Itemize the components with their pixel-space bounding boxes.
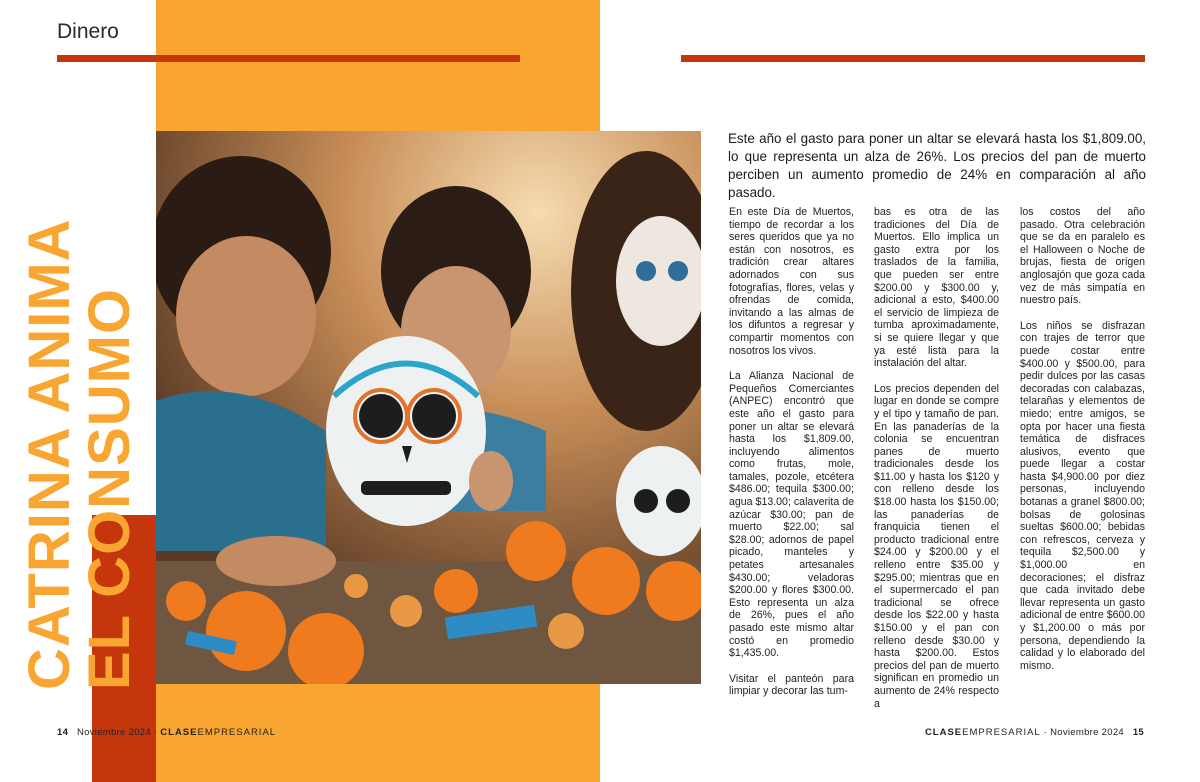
paragraph: Los niños se disfrazan con trajes de terror que puede costar entre $400.00 y $500.00, para pedir dulces por las casas decoradas con calabazas, telarañas y elementos de miedo; entre amigos, se opta por hacer una fiesta temática de disfraces alusivos, evento que puede llegar a costar hasta $4,900.00 por diez personas, incluyendo botanas a granel $800.00; bolsas de golosinas sueltas $600.00; bebidas con refrescos, cerveza y tequila $2,500.00 y $1,000.00 en decoraciones; el disfraz que cada invitado debe llevar representa un gasto adicional de entre $600.00 y $1,200.00 o más por persona, dependiendo la calidad y lo elaborado del mismo. [1020, 319, 1145, 672]
brand-name-part-2-left: EMPRESARIAL [197, 727, 277, 738]
headline-line-2: EL CONSUMO [77, 287, 142, 690]
paragraph: La Alianza Nacional de Pequeños Comerciantes (ANPEC) encontró que este año el gasto para poner un altar se elevará hasta los $1,809.00, incluyendo alimentos como frutas, mole, tamales, pozole, etcétera $486.00; tequila $300.00; agua $13.00; calaverita de azúcar $30.00; pan de muerto $22.00; sal $28.00; adornos de papel picado, manteles y petates artesanales $430.00; veladoras $200.00 y flores $300.00. Esto representa un alza de 26%, pues el año pasado este mismo altar costó en promedio $1,435.00. [729, 370, 854, 660]
article-column-1 [729, 206, 854, 711]
article-column-2 [874, 206, 999, 723]
article-column-3 [1020, 206, 1145, 685]
folio-separator-right: · [1043, 727, 1048, 738]
dia-de-muertos-photo [156, 131, 701, 684]
folio-right [925, 727, 1144, 738]
paragraph: los costos del año pasado. Otra celebración que se da en paralelo es el Halloween o Noche de brujas, fiesta de origen anglosajón que goza cada vez de más simpatía en nuestro país. [1020, 206, 1145, 307]
intro-paragraph: Este año el gasto para poner un altar se elevará hasta los $1,809.00, lo que representa un alza de 26%. Los precios del pan de muerto perciben un aumento promedio de 24% en comparación al año pasado. [728, 131, 1146, 200]
issue-date-right: Noviembre 2024 [1050, 727, 1124, 738]
section-label: Dinero [57, 20, 119, 43]
brand-name-part-1-right: CLASE [924, 727, 963, 738]
paragraph: Los precios dependen del lugar en donde se compre y el tipo y tamaño de pan. En las panaderías de la colonia se encuentran panes de muerto tradicionales desde los $11.00 y hasta los $120 y con relleno desde los $18.00 hasta los $150.00; las panaderías de franquicia tienen el producto tradicional entre $24.00 y $200.00 y el relleno entre $35.00 y $295.00; mientras que en el supermercado el pan tradicional se ofrece desde los $22.00 y hasta $150.00 y el pan con relleno desde $30.00 y hasta $200.00. Estos precios del pan de muerto significan en promedio un aumento de 24% respecto a [874, 382, 999, 710]
folio-separator-left: · [153, 727, 158, 738]
brand-name-part-1-left: CLASE [160, 727, 198, 738]
headline-line-1: CATRINA ANIMA [17, 218, 82, 690]
headline [17, 218, 142, 690]
top-rule-right [681, 55, 1145, 62]
paragraph: En este Día de Muertos, tiempo de recordar a los seres queridos que ya no están con nosotros, es tradición crear altares adornados con sus fotografías, flores, velas y ofrendas de comida, invitando a las almas de los difuntos a regresar y compartir momentos con nosotros los vivos. [729, 206, 854, 357]
paragraph: Visitar el panteón para limpiar y decorar las tum- [729, 672, 854, 698]
folio-left [57, 727, 276, 738]
paragraph: bas es otra de las tradiciones del Día de Muertos. Ello implica un gasto extra por los traslados de la familia, que pueden ser entre $200.00 y $300.00 y, adicional a esto, $400.00 el servicio de limpieza de tumba aproximadamente, si se quiere llegar y que ya esté lista para la instalación del altar. [874, 206, 999, 370]
photo-illustration [156, 131, 701, 684]
brand-name-part-2-right: EMPRESARIAL [962, 727, 1041, 738]
issue-date-left: Noviembre 2024 [77, 727, 151, 738]
page-number-right: 15 [1132, 727, 1144, 738]
page-number-left: 14 [57, 727, 69, 738]
top-rule-left [57, 55, 520, 62]
